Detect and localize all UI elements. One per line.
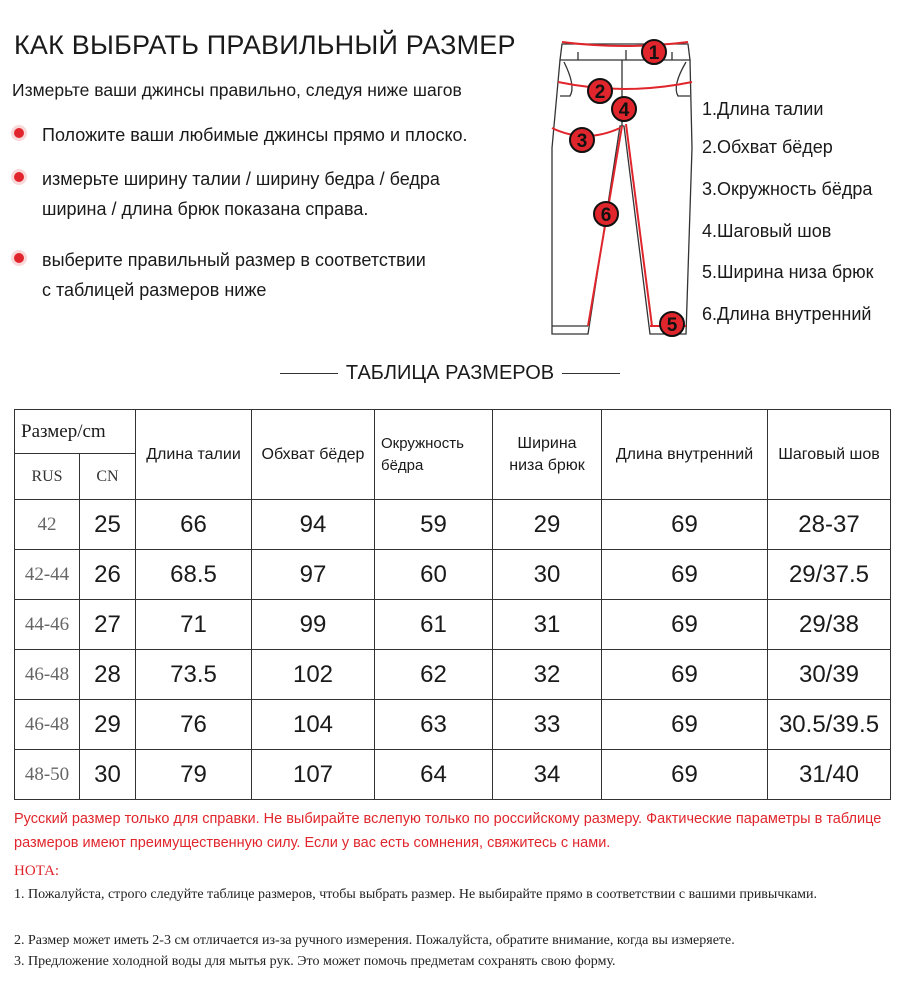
table-row bbox=[15, 650, 891, 700]
step-text: выберите правильный размер в соответствии bbox=[42, 250, 426, 270]
rus-size-cell: 44-46 bbox=[15, 600, 80, 650]
size-column-header: Размер/cm bbox=[15, 410, 136, 454]
table-row bbox=[15, 550, 891, 600]
marker-2 bbox=[588, 79, 612, 103]
measurement-cell: 29/37.5 bbox=[768, 550, 891, 600]
cn-size-cell: 26 bbox=[80, 550, 136, 600]
column-header: Длина талии bbox=[136, 410, 252, 500]
measurement-cell: 32 bbox=[493, 650, 602, 700]
measurement-cell: 29/38 bbox=[768, 600, 891, 650]
hip-measure-line bbox=[558, 82, 692, 89]
marker-4 bbox=[612, 97, 636, 121]
column-header: Обхват бёдер bbox=[252, 410, 375, 500]
legend-item: 1.Длина талии bbox=[702, 99, 824, 119]
marker-label: 5 bbox=[666, 315, 678, 336]
measurement-cell: 30 bbox=[493, 550, 602, 600]
table-row bbox=[15, 700, 891, 750]
rus-size-cell: 48-50 bbox=[15, 750, 80, 800]
divider bbox=[562, 373, 620, 374]
bullet-dot-icon bbox=[14, 172, 24, 182]
measurement-cell: 107 bbox=[252, 750, 375, 800]
size-table bbox=[14, 409, 891, 800]
step-text: Положите ваши любимые джинсы прямо и плоско. bbox=[42, 125, 468, 145]
cn-size-cell: 30 bbox=[80, 750, 136, 800]
rus-size-cell: 46-48 bbox=[15, 700, 80, 750]
measurement-cell: 76 bbox=[136, 700, 252, 750]
length-measure-line bbox=[626, 124, 652, 326]
cn-size-cell: 28 bbox=[80, 650, 136, 700]
measurement-cell: 66 bbox=[136, 500, 252, 550]
marker-1 bbox=[642, 40, 666, 64]
legend-item: 6.Длина внутренний bbox=[702, 304, 872, 324]
note-title: НОТА: bbox=[14, 863, 60, 879]
note-item: 2. Размер может иметь 2-3 см отличается из-за ручного измерения. Пожалуйста, обратите внимание, когда вы измеряете. bbox=[14, 933, 735, 948]
marker-label: 6 bbox=[600, 205, 612, 226]
cn-size-cell: 29 bbox=[80, 700, 136, 750]
measurement-cell: 29 bbox=[493, 500, 602, 550]
measurement-cell: 97 bbox=[252, 550, 375, 600]
page-subtitle: Измерьте ваши джинсы правильно, следуя ниже шагов bbox=[12, 80, 462, 100]
column-header: Ширина низа брюк bbox=[493, 410, 602, 500]
table-row bbox=[15, 500, 891, 550]
size-table-heading bbox=[0, 362, 900, 385]
measurement-cell: 73.5 bbox=[136, 650, 252, 700]
measurement-cell: 68.5 bbox=[136, 550, 252, 600]
cn-size-cell: 27 bbox=[80, 600, 136, 650]
measurement-cell: 69 bbox=[602, 600, 768, 650]
column-header: Длина внутренний bbox=[602, 410, 768, 500]
measurement-cell: 69 bbox=[602, 650, 768, 700]
note-item: 1. Пожалуйста, строго следуйте таблице размеров, чтобы выбрать размер. Не выбирайте прямо в соответствии с вашими привычками. bbox=[14, 887, 818, 902]
measurement-cell: 33 bbox=[493, 700, 602, 750]
measurement-cell: 34 bbox=[493, 750, 602, 800]
table-row bbox=[15, 600, 891, 650]
size-table-heading-text: ТАБЛИЦА РАЗМЕРОВ bbox=[345, 362, 555, 384]
measurement-cell: 69 bbox=[602, 550, 768, 600]
measurement-cell: 71 bbox=[136, 600, 252, 650]
bullet-dot-icon bbox=[14, 253, 24, 263]
measurement-cell: 94 bbox=[252, 500, 375, 550]
measurement-cell: 104 bbox=[252, 700, 375, 750]
measurement-cell: 59 bbox=[375, 500, 493, 550]
measurement-cell: 99 bbox=[252, 600, 375, 650]
step-text: ширина / длина брюк показана справа. bbox=[42, 199, 369, 219]
measurement-cell: 64 bbox=[375, 750, 493, 800]
marker-6 bbox=[594, 202, 618, 226]
table-header-row bbox=[15, 410, 891, 454]
measurement-cell: 28-37 bbox=[768, 500, 891, 550]
measurement-cell: 63 bbox=[375, 700, 493, 750]
measurement-cell: 31 bbox=[493, 600, 602, 650]
disclaimer-text: Русский размер только для справки. Не выбирайте вслепую только по российскому размеру. Фактические параметры в таблице размеров имеют преимущественную силу. Если у вас есть сомнения, свяжитесь с нами. bbox=[14, 811, 882, 851]
legend-item: 2.Обхват бёдер bbox=[702, 137, 833, 157]
divider bbox=[280, 373, 338, 374]
page-title: КАК ВЫБРАТЬ ПРАВИЛЬНЫЙ РАЗМЕР bbox=[14, 30, 516, 60]
rus-subheader: RUS bbox=[15, 454, 80, 500]
bullet-dot-icon bbox=[14, 128, 24, 138]
measurement-cell: 30/39 bbox=[768, 650, 891, 700]
measurement-cell: 69 bbox=[602, 500, 768, 550]
cn-subheader: CN bbox=[80, 454, 136, 500]
legend-item: 5.Ширина низа брюк bbox=[702, 262, 874, 282]
measurement-cell: 62 bbox=[375, 650, 493, 700]
table-row bbox=[15, 750, 891, 800]
marker-3 bbox=[570, 128, 594, 152]
note-item: 3. Предложение холодной воды для мытья рук. Это может помочь предметам сохранять свою форму. bbox=[14, 954, 616, 969]
marker-5 bbox=[660, 312, 684, 336]
measurement-cell: 31/40 bbox=[768, 750, 891, 800]
marker-label: 1 bbox=[648, 43, 660, 64]
marker-label: 2 bbox=[594, 82, 606, 103]
column-header: Окружность бёдра bbox=[375, 410, 493, 500]
measurement-cell: 69 bbox=[602, 700, 768, 750]
legend-item: 4.Шаговый шов bbox=[702, 221, 832, 241]
measurement-cell: 102 bbox=[252, 650, 375, 700]
measurement-cell: 30.5/39.5 bbox=[768, 700, 891, 750]
legend-item: 3.Окружность бёдра bbox=[702, 179, 873, 199]
rus-size-cell: 42-44 bbox=[15, 550, 80, 600]
measurement-cell: 60 bbox=[375, 550, 493, 600]
jeans-diagram bbox=[540, 36, 710, 346]
step-text: измерьте ширину талии / ширину бедра / бедра bbox=[42, 169, 440, 189]
marker-label: 3 bbox=[576, 131, 588, 152]
measurement-cell: 69 bbox=[602, 750, 768, 800]
measurement-cell: 79 bbox=[136, 750, 252, 800]
rus-size-cell: 42 bbox=[15, 500, 80, 550]
measurement-cell: 61 bbox=[375, 600, 493, 650]
step-text: с таблицей размеров ниже bbox=[42, 280, 267, 300]
cn-size-cell: 25 bbox=[80, 500, 136, 550]
rus-size-cell: 46-48 bbox=[15, 650, 80, 700]
column-header: Шаговый шов bbox=[768, 410, 891, 500]
marker-label: 4 bbox=[618, 100, 630, 121]
